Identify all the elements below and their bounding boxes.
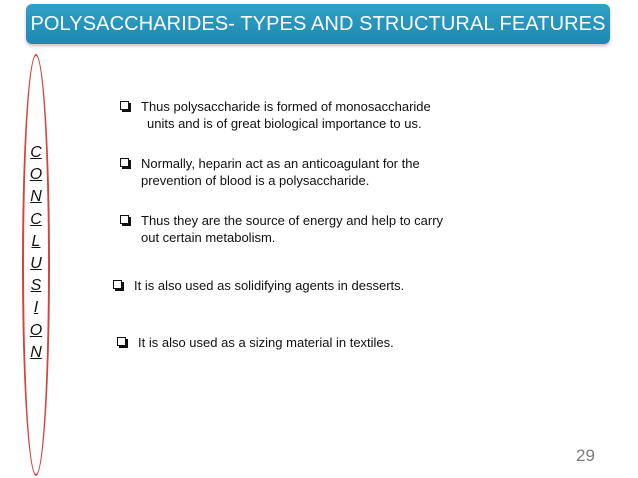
title-bar bbox=[26, 4, 610, 44]
bullet-text: Thus polysaccharide is formed of monosaccharide bbox=[141, 99, 431, 114]
slide-title: POLYSACCHARIDES- TYPES AND STRUCTURAL FEATURES bbox=[30, 12, 606, 35]
checkbox-bullet-icon bbox=[120, 158, 129, 167]
bullet-text-continued: out certain metabolism. bbox=[141, 230, 276, 245]
bullet-text: It is also used as solidifying agents in desserts. bbox=[134, 278, 405, 293]
side-letter: C bbox=[30, 144, 42, 161]
side-letter: L bbox=[31, 232, 41, 250]
checkbox-bullet-icon bbox=[117, 337, 126, 346]
bullet-item bbox=[120, 98, 431, 132]
side-letter: S bbox=[30, 277, 42, 295]
page-number: 29 bbox=[576, 446, 595, 465]
bullet-item bbox=[113, 277, 404, 294]
checkbox-bullet-icon bbox=[120, 101, 129, 110]
conclusion-vertical-label bbox=[26, 142, 46, 364]
bullet-text: Normally, heparin act as an anticoagulant for the bbox=[141, 156, 420, 171]
bullet-text: Thus they are the source of energy and help to carry bbox=[141, 213, 444, 228]
side-letter: N bbox=[30, 343, 42, 361]
bullet-item bbox=[120, 212, 443, 246]
side-letter: N bbox=[30, 188, 42, 206]
side-letter: O bbox=[29, 166, 43, 184]
side-letter: C bbox=[30, 210, 42, 228]
side-letter: O bbox=[29, 321, 43, 339]
bullet-item bbox=[117, 334, 394, 351]
bullet-item bbox=[120, 155, 420, 189]
side-letter: U bbox=[30, 255, 42, 273]
side-letter: I bbox=[33, 299, 39, 317]
bullet-text-continued: prevention of blood is a polysaccharide. bbox=[141, 173, 370, 188]
bullet-text: It is also used as a sizing material in textiles. bbox=[138, 335, 394, 350]
checkbox-bullet-icon bbox=[120, 215, 129, 224]
bullet-text-continued: units and is of great biological importance to us. bbox=[147, 116, 422, 131]
checkbox-bullet-icon bbox=[113, 280, 122, 289]
